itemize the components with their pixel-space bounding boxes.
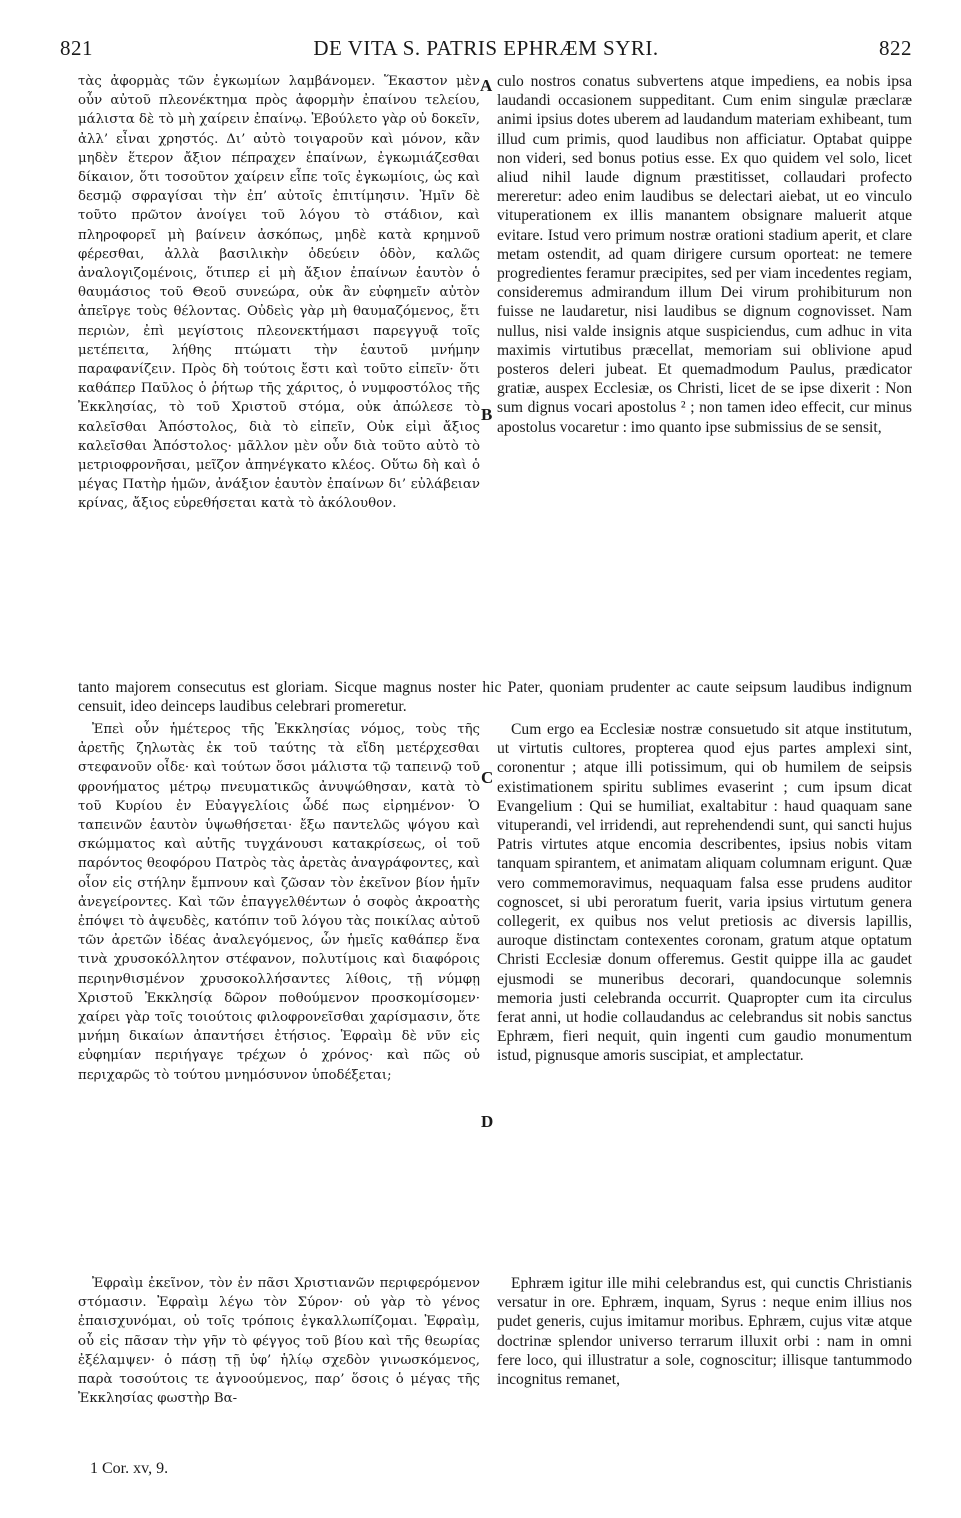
section-marker-c: C [481,768,494,787]
latin-column-block-3 [497,1274,912,1389]
greek-paragraph-3: Ἐφραὶμ ἐκεῖνον, τὸν ἐν πᾶσι Χριστιανῶν περιφερόμενον στόμασιν. Ἐφραὶμ λέγω τὸν Σύρον· οὐ γὰρ τὸ γένος ἐπαισχυνόμαι, οὐ τοῖς τρόποις ἐγκαλλωπίζομαι. Ἐφραὶμ, οὗ εἰς πᾶσαν τὴν γῆν τὸ φέγγος τοῦ βίου καὶ τῆς θεωρίας ἐξέλαμψεν· ὁ πάσῃ τῇ ὑφ’ ἡλίῳ σχεδὸν γινωσκόμενος, παρὰ τοσούτοις τε ἀγνοούμενος, παρ’ ὅσοις ὁ μέγας τῆς Ἐκκλησίας φωστὴρ Βα- [78,1276,480,1407]
section-marker-d: D [481,1112,494,1131]
greek-column-block-2 [78,720,480,1085]
page-number-left: 821 [60,36,93,60]
latin-paragraph-2: Cum ergo ea Ecclesiæ nostræ consuetudo sit atque institutum, ut virtutis cultores, propterea quod ejus partes amplexi sint, coronentur ; atque illi potissimum, qui ob humilem de seipsis existimationem spiritu sublimes evaserint ; cum ipsum dicat Evangelium : Qui se humiliat, exaltabitur : haud quaquam sane vituperandi, vel irridendi, aut reprehendendi sunt, qui sancti hujus Patris virtutes atque encomia describentes, ipsius nobis vitam tanquam spirantem, et animatam aliquam columnam erigunt. Quæ vero commemoravimus, nequaquam falsa esse prudens auditor cognoscet, si ubi peroratum fuerit, varia ipsius virtutum genera collegerit, ex quibus nos velut pretiosis ac diversis lapillis, auroque distinctam contexentes coronam, gratum atque optatum Christi Ecclesiæ donum offeremus. Gestit quippe illa ac gaudet ejusmodi se muneribus decorari, quandocunque solemnis memoria justi celebranda occurrit. Quapropter cum ita circulus ferat anni, ut hodie collaudandus ac celebrandus sit nobis sanctus Ephræm, fieri nequit, quin ingenti cum gaudio monumentum istud, pignusque amoris suscipiat, et amplectatur. [497,721,912,1065]
latin-column-block-1 [497,72,912,437]
section-marker-b: B [481,405,493,424]
running-title: DE VITA S. PATRIS EPHRÆM SYRI. [313,36,659,60]
greek-column-block-1 [78,72,480,514]
greek-paragraph-2: Ἐπεὶ οὖν ἡμέτερος τῆς Ἐκκλησίας νόμος, τοὺς τῆς ἀρετῆς ζηλωτὰς ἐκ τοῦ ταύτης τὰ εἴδη μετέρχεσθαι στεφανοῦν οἶδε· καὶ τούτων ὅσοι μάλιστα τῷ ταπεινῷ τοῦ φρονήματος μέτρῳ πνευματικῶς ἀνυψώθησαν, κατὰ τὸ τοῦ Κυρίου ἐν Εὐαγγελίοις ὧδέ πως εἰρημένον· Ὁ ταπεινῶν ἑαυτὸν ὑψωθήσεται· ἔξω παντελῶς ψόγου καὶ σκώμματος καὶ αὐτῆς τυγχάνουσι κατακρίσεως, οἱ τοῦ παρόντος θεοφόρου Πατρὸς τὰς ἀρετὰς ἀναγράφοντες, καὶ οἷον εἰς στήλην ἔμπνουν καὶ ζῶσαν τὸν ἐκεῖνον βίον ἡμῖν ἀνεγείροντες. Καὶ τῶν ἐπαγγελθέντων ὁ σοφὸς ἀκροατὴς ἐπόψει τὸ ἀψευδὲς, κατόπιν τοῦ λόγου τὰς ποικίλας αὐτοῦ τῶν ἀρετῶν ἰδέας ἀναλεγόμενος, ὧν ἡμεῖς καθάπερ ἕνα τινὰ χρυσοκόλλητον στέφανον, πολυτίμοις καὶ διαφόροις περιηνθισμένον χρυσοκολλήσαντες λίθοις, τῇ νύμφῃ Χριστοῦ Ἐκκλησίᾳ δῶρον ποθούμενον προσκομίσομεν· χαίρει γὰρ τοῖς τοιούτοις φιλοφρονεῖσθαι χαρίσμασιν, ὅτε μνήμη δικαίων ἀπαντήσει ἐτήσιος. Ἐφραὶμ δὲ νῦν εἰς εὐφημίαν περιήγαγε τρέχων ὁ χρόνος· καὶ πῶς οὐ περιχαρῶς τὸ τούτου μνημόσυνον ὑποδέξεται; [78,722,480,1083]
section-marker-a: A [480,76,493,95]
greek-column-block-3 [78,1274,480,1408]
running-header [60,36,912,66]
latin-paragraph-3: Ephræm igitur ille mihi celebrandus est, qui cunctis Christianis versatur in ore. Ephræm, inquam, Syrus : neque enim illius nos pudet generis, cujus imitamur moribus. Ephræm, cujus vitæ atque doctrinæ splendor universo terrarum illuxit orbi : nam in omni fere loco, qui illustratur a sole, cognoscitur; illisque tantummodo incognitus remanet, [497,1275,912,1389]
footnote: 1 Cor. xv, 9. [90,1460,169,1477]
latin-column-block-2 [497,720,912,1066]
latin-bridge-text: tanto majorem consecutus est gloriam. Sicque magnus noster hic Pater, quoniam prudenter ac caute seipsum laudibus indignum censuit, ideo deinceps laudibus celebrari promeretur. [78,679,912,716]
page-number-right: 822 [879,36,912,60]
latin-paragraph-1: culo nostros conatus subvertens atque impediens, ea nobis ipsa laudandi occasionem suppeditant. Cum enim singulæ præclaræ animi ipsius dotes uberem ad laudandum materiam exhibeant, tum illud cum primis, quod laudibus non afficiatur. Optabat quippe non videri, sed bonus potius esse. Ex quo quidem vel solo, licet aliud nihil laude dignum præstitisset, collaudari profecto mereretur: adeo enim laudibus se delectari aiebat, ut eo vinculo vituperationem ex illis manantem obsignare maluerit atque evitare. Istud vero primum nostræ orationi stadium aperit, et clare metam ostendit, ad quam dirigere cursum oporteat: ne temere progredientes feramur præcipites, sed per viam incedentes regiam, consideremus admirandum illum Dei virum prohibiturum non fuisse ne laudaretur, nisi laudibus se dignum cognovisset. Nam nullus, nisi valde insignis atque suspiciendus, cum adhuc in vita maximis virtutibus præcellat, memoriam sui oblivione apud posteros deleri jubeat. Et quemadmodum Paulus, prædicator gratiæ, auspex Ecclesiæ, os Christi, licet de se ipse dixerit : Non sum dignus vocari apostolus ² ; non tamen ideo effecit, cur minus apostolus vocaretur : imo quanto ipse submissius de se sensit, [497,73,912,436]
greek-paragraph-1: τὰς ἀφορμὰς τῶν ἐγκωμίων λαμβάνομεν. Ἕκαστον μὲν οὖν αὐτοῦ πλεονέκτημα πρὸς ἀφορμὴν ἐπαίνου τελείου, μάλιστα δὲ τὸ μὴ χαίρειν ἐπαίνῳ. Ἐβούλετο γὰρ οὐ δοκεῖν, ἀλλ’ εἶναι χρηστός. Δι’ αὐτὸ τοιγαροῦν καὶ μόνον, κἂν μηδὲν ἕτερον ἄξιον πέπραχεν ἐπαίνων, ἐγκωμιάζεσθαι δίκαιον, ὅτι τοσοῦτον χαίρειν εἶπε τοῖς ἐγκωμίοις, ὡς καὶ δεσμῷ σφραγίσαι τὴν ἐπ’ αὐτοῖς ἐπιτίμησιν. Ἡμῖν δὲ τοῦτο πρῶτον ἀνοίγει τοῦ λόγου τὸ στάδιον, καὶ πληροφορεῖ μὴ βαίνειν ἀσκόπως, μηδὲ κατὰ κρημνοῦ φέρεσθαι, ἀλλὰ βασιλικὴν ὁδεύειν ὁδὸν, καλῶς ἀναλογιζομένοις, ὅτιπερ εἰ μὴ ἄξιον ἐπαίνων ἑαυτὸν ὁ θαυμάσιος τοῦ Θεοῦ συνεώρα, οὐκ ἂν εὐφημεῖν αὐτὸν ἀπεῖργε τοὺς θέλοντας. Οὐδεὶς γὰρ μὴ θαυμαζόμενος, ἔτι περιὼν, ἐπὶ μεγίστοις πλεονεκτήμασι παρεγγυᾷ τοῖς μετέπειτα, λήθης πτώματι τὴν ἑαυτοῦ μνήμην παραφανίζειν. Πρὸς δὴ τούτοις ἔστι καὶ τοῦτο εἰπεῖν· ὅτι καθάπερ Παῦλος ὁ ῥήτωρ τῆς χάριτος, ὁ νυμφοστόλος τῆς Ἐκκλησίας, τὸ τοῦ Χριστοῦ στόμα, οὐκ ἀπώλεσε τὸ καλεῖσθαι Ἀπόστολος, διὰ τὸ εἰπεῖν, Οὐκ εἰμὶ ἄξιος καλεῖσθαι Ἀπόστολος· μᾶλλον μὲν οὖν διὰ τοῦτο αὐτὸ τὸ μετριοφρονῆσαι, μεῖζον ἀπηνέγκατο κλέος. Οὕτω δὴ καὶ ὁ μέγας Πατὴρ ἡμῶν, ἀνάξιον ἑαυτὸν ἐπαίνων δι’ εὐλάβειαν κρίνας, ἄξιος εὑρεθήσεται κατὰ τὸ ἀκόλουθον. [78,74,480,512]
